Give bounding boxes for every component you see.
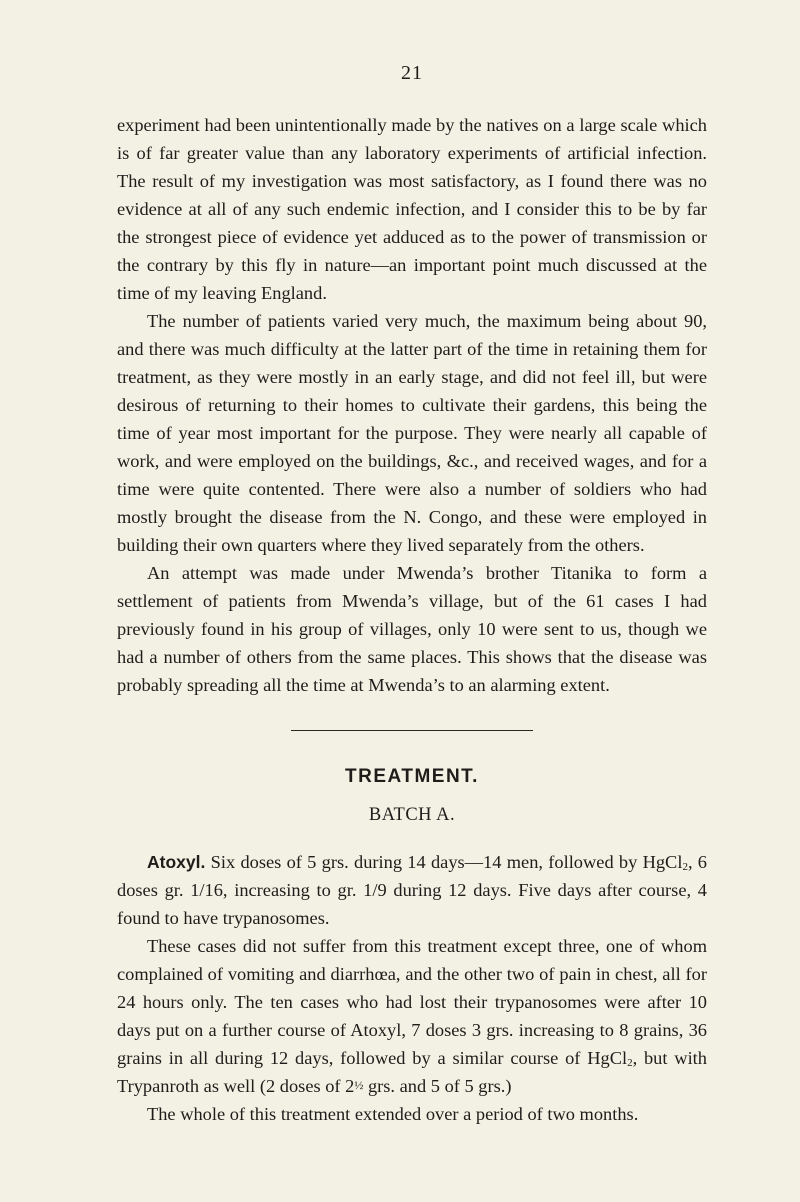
treatment-text-2c: grs. and 5 of 5 grs.) <box>363 1076 512 1096</box>
subscript: 2 <box>627 1057 633 1069</box>
fraction-half: ½ <box>354 1078 364 1092</box>
body-paragraph-2: The number of patients varied very much, the maximum being about 90, and there was much difficulty at the latter part of the time in retaining them for treatment, as they were mostly in an early stage, and did not feel ill, but were desirous of returning to their homes to cultivate their gardens, this being the time of year most important for the purpose. They were nearly all capable of work, and were employed on the buildings, &c., and received wages, and for a time were quite contented. There were also a number of soldiers who had mostly brought the disease from the N. Congo, and these were employed in building their own quarters where they lived separately from the others. <box>117 311 707 555</box>
body-paragraph-1: experiment had been unintentionally made by the natives on a large scale which is of far greater value than any laboratory experiments of artificial infection. The result of my investigation was most satisfactory, as I found there was no evidence at all of any such endemic infection, and I consider this to be by far the strongest piece of evidence yet adduced as to the power of transmission or the contrary by this fly in nature—an important point much discussed at the time of my leaving England. <box>117 115 707 303</box>
subscript: 2 <box>682 861 688 873</box>
treatment-text-2b: , but with Trypanroth as well (2 doses of 2 <box>117 1048 707 1096</box>
treatment-text-1a: Six doses of 5 grs. during 14 days—14 men, followed by HgCl <box>205 852 683 872</box>
treatment-paragraph-3: The whole of this treatment extended over a period of two months. <box>147 1104 639 1124</box>
section-heading: TREATMENT. <box>345 766 479 787</box>
treatment-text-2a: These cases did not suffer from this treatment except three, one of whom complained of vomiting and diarrhœa, and the other two of pain in chest, all for 24 hours only. The ten cases who had lost their trypanosomes were after 10 days put on a further course of Atoxyl, 7 doses 3 grs. increasing to 8 grains, 36 grains in all during 12 days, followed by a similar course of HgCl <box>117 936 707 1068</box>
treatment-paragraph-1 <box>117 848 707 932</box>
page-number: 21 <box>401 62 423 84</box>
drug-name: Atoxyl. <box>147 852 206 872</box>
batch-heading: BATCH A. <box>368 805 456 825</box>
section-divider <box>291 730 533 731</box>
treatment-text-1b: , 6 doses gr. 1/16, increasing to gr. 1/9 during 12 days. Five days after course, 4 found to have trypanosomes. <box>117 852 708 928</box>
book-page <box>117 62 707 1128</box>
body-paragraph-3: An attempt was made under Mwenda’s brother Titanika to form a settlement of patients from Mwenda’s village, but of the 61 cases I had previously found in his group of villages, only 10 were sent to us, though we had a number of others from the same places. This shows that the disease was probably spreading all the time at Mwenda’s to an alarming extent. <box>117 563 707 695</box>
treatment-paragraph-2 <box>117 932 707 1100</box>
